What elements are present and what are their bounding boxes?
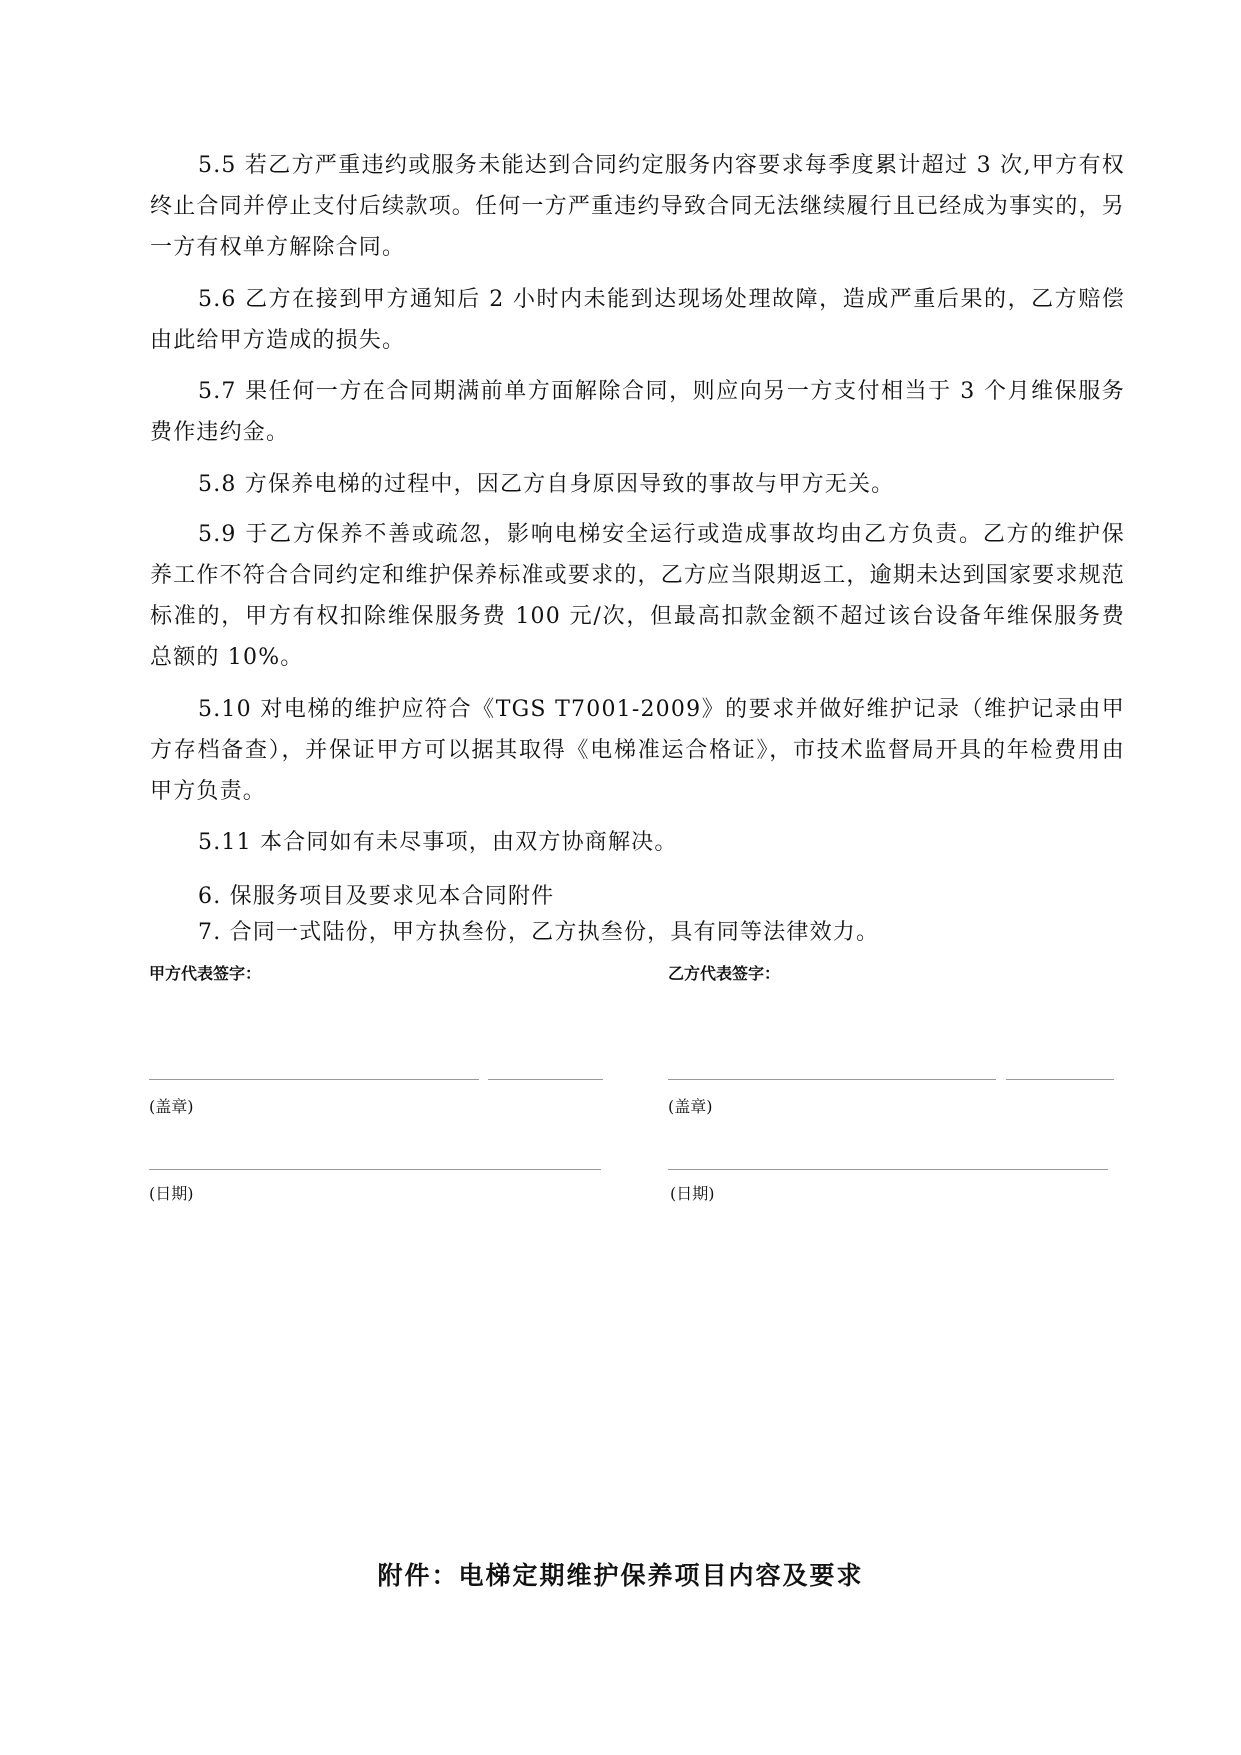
clause-5-9: 5.9 于乙方保养不善或疏忽，影响电梯安全运行或造成事故均由乙方负责。乙方的维护保养工作不符合合同约定和维护保养标准或要求的，乙方应当限期返工，逾期未达到国家要求规范标准的，甲方有权扣除维保服务费 100 元/次，但最高扣款金额不超过该台设备年维保服务费总额的 10%。	[150, 522, 1125, 670]
clause-5-6: 5.6 乙方在接到甲方通知后 2 小时内未能到达现场处理故障，造成严重后果的，乙方赔偿由此给甲方造成的损失。	[150, 287, 1125, 353]
party-b-signature-label: 乙方代表签字：	[668, 964, 781, 983]
attachment-title: 附件：电梯定期维护保养项目内容及要求	[377, 1561, 864, 1590]
party-a-signature-line[interactable]	[149, 1079, 479, 1080]
party-b-seal-note: (盖章)	[668, 1097, 713, 1116]
clause-5-7: 5.7 果任何一方在合同期满前单方面解除合同，则应向另一方支付相当于 3 个月维保服务费作违约金。	[150, 379, 1125, 445]
party-b-signature-line-extra[interactable]	[1006, 1079, 1114, 1080]
clause-6: 6. 保服务项目及要求见本合同附件	[198, 884, 555, 909]
party-b-date-line[interactable]	[668, 1169, 1108, 1170]
clause-5-8: 5.8 方保养电梯的过程中，因乙方自身原因导致的事故与甲方无关。	[198, 472, 895, 497]
party-b-date-note: (日期)	[670, 1184, 715, 1203]
clause-5-5: 5.5 若乙方严重违约或服务未能达到合同约定服务内容要求每季度累计超过 3 次,甲方有权终止合同并停止支付后续款项。任何一方严重违约导致合同无法继续履行且已经成为事实的，另一方有权单方解除合同。	[150, 153, 1125, 260]
party-a-signature-label: 甲方代表签字：	[149, 964, 262, 983]
clause-5-10: 5.10 对电梯的维护应符合《TGS T7001-2009》的要求并做好维护记录（维护记录由甲方存档备查），并保证甲方可以据其取得《电梯准运合格证》，市技术监督局开具的年检费用由甲方负责。	[150, 697, 1125, 804]
party-a-signature-line-extra[interactable]	[488, 1079, 603, 1080]
party-b-signature-line[interactable]	[668, 1079, 996, 1080]
party-a-seal-note: (盖章)	[149, 1097, 194, 1116]
clause-7: 7. 合同一式陆份，甲方执叁份，乙方执叁份，具有同等法律效力。	[198, 920, 880, 945]
party-a-date-note: (日期)	[149, 1184, 194, 1203]
clause-5-11: 5.11 本合同如有未尽事项，由双方协商解决。	[198, 830, 678, 855]
party-a-date-line[interactable]	[149, 1169, 601, 1170]
